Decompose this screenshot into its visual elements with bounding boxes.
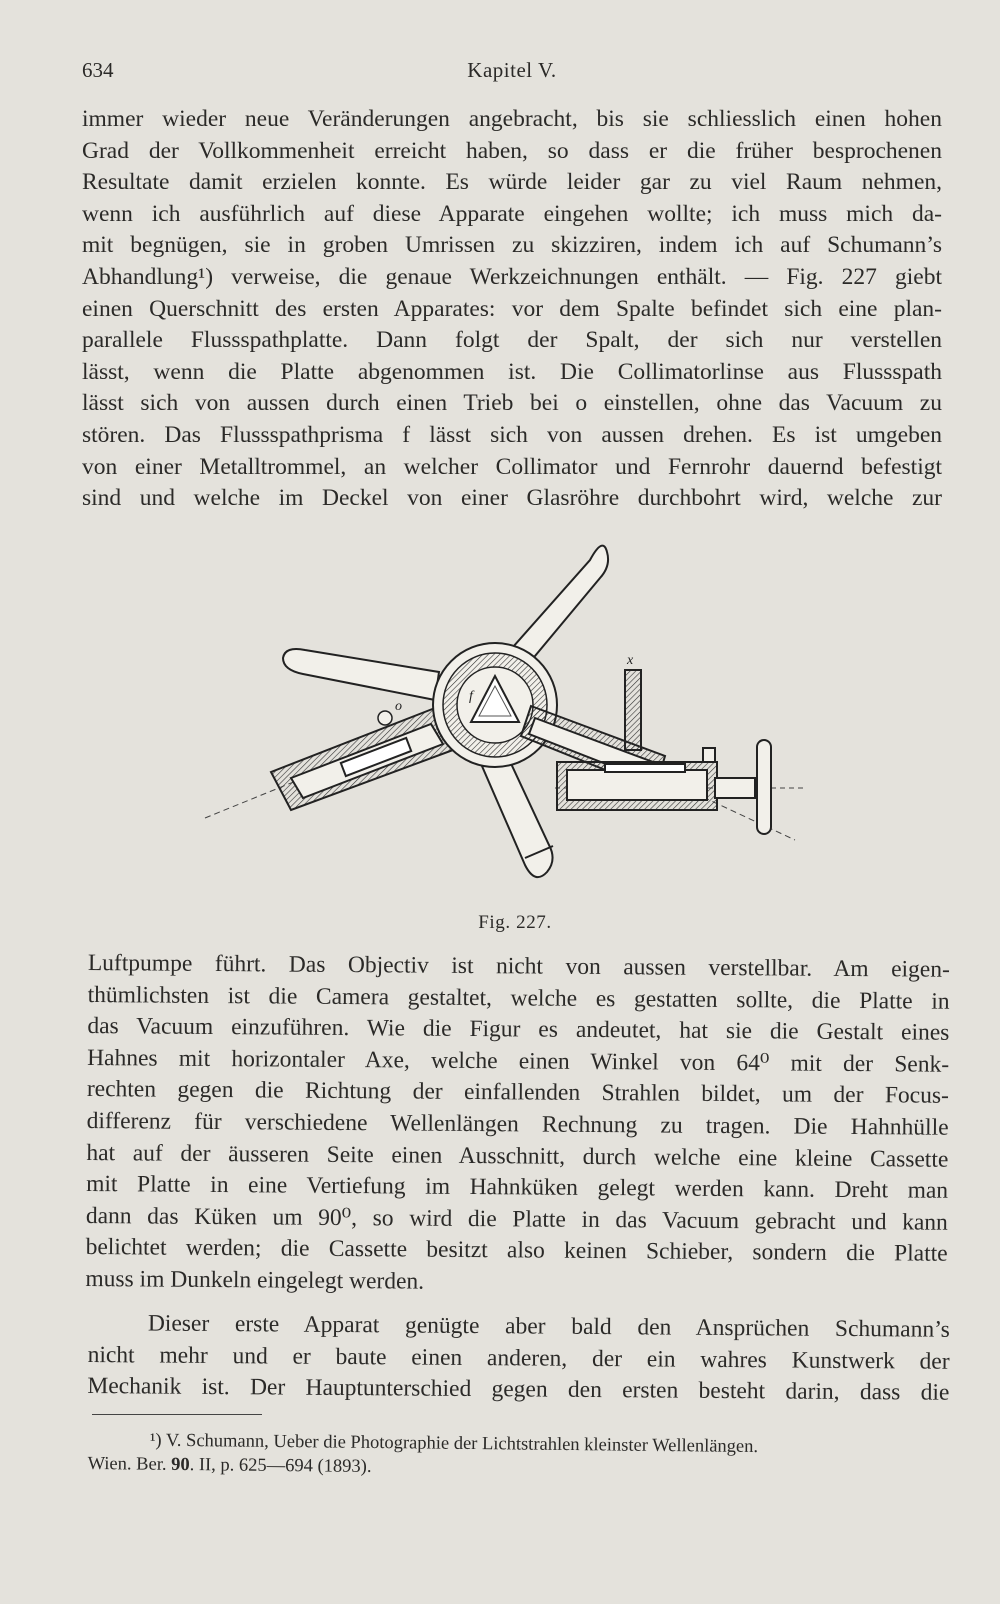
text-line: hat auf der äusseren Seite einen Ausschnitt, durch welche eine kleine Cassette: [86, 1139, 949, 1173]
text-line: mit Platte in eine Vertiefung im Hahnküken gelegt werden kann. Dreht man: [86, 1171, 949, 1204]
text-line: Grad der Vollkommenheit erreicht haben, so dass er die früher besprochenen: [82, 137, 942, 164]
footnote-journal: Wien. Ber.: [87, 1453, 172, 1475]
text-line: wenn ich ausführlich auf diese Apparate eingehen wollte; ich muss mich da-: [82, 200, 942, 227]
paragraph-3: [87, 1308, 950, 1410]
paragraph-1: [82, 104, 942, 515]
text-line: Abhandlung¹) verweise, die genaue Werkzeichnungen enthält. — Fig. 227 giebt: [82, 263, 942, 290]
text-line: das Vacuum einzuführen. Wie die Figur es andeutet, hat sie die Gestalt eines: [87, 1013, 950, 1046]
left-tube: [283, 649, 439, 700]
text-line: thümlichsten ist die Camera gestaltet, welche es gestatten sollte, die Platte in: [87, 981, 950, 1015]
text-line: sind und welche im Deckel von einer Glasröhre durchbohrt wird, welche zur: [82, 485, 942, 512]
text-line: Hahnes mit horizontaler Axe, welche einen Winkel von 64⁰ mit der Senk-: [87, 1044, 950, 1078]
footnote-line: ¹) V. Schumann, Ueber die Photographie der Lichtstrahlen kleinster Wellenlängen.: [149, 1430, 759, 1458]
running-head: Kapitel V.: [467, 58, 557, 82]
text-line: stören. Das Flussspathprisma f lässt sich von aussen drehen. Es ist umgeben: [82, 421, 942, 448]
text-line: von einer Metalltrommel, an welcher Collimator und Fernrohr dauernd befestigt: [82, 453, 942, 480]
footnote-pages: . II, p. 625—694 (1893).: [189, 1455, 372, 1477]
figure-227-apparatus-diagram: [195, 540, 825, 910]
text-line: muss im Dunkeln eingelegt werden.: [85, 1265, 425, 1295]
page-header: [82, 58, 942, 90]
label-f: f: [469, 689, 473, 704]
text-line: Mechanik ist. Der Hauptunterschied gegen den ersten besteht darin, dass die: [87, 1373, 950, 1406]
text-line: nicht mehr und er baute einen anderen, der ein wahres Kunstwerk der: [87, 1341, 950, 1375]
text-line: immer wieder neue Veränderungen angebracht, bis sie schliesslich einen hohen: [82, 106, 942, 132]
focus-knob: [378, 711, 392, 725]
footnote-divider: [92, 1414, 262, 1415]
footnote-line-2: [88, 1454, 372, 1477]
text-line: einen Querschnitt des ersten Apparates: vor dem Spalte befindet sich eine plan-: [82, 295, 942, 322]
text-line: differenz für verschiedene Wellenlängen Rechnung zu tragen. Die Hahnhülle: [86, 1107, 949, 1141]
footnote-volume: 90: [171, 1454, 190, 1476]
text-line: Dieser erste Apparat genügte aber bald den Ansprüchen Schumann’s: [147, 1310, 950, 1343]
page-number: 634: [82, 58, 114, 82]
text-line: mit begnügen, sie in groben Umrissen zu skizziren, indem ich auf Schumann’s: [82, 232, 942, 259]
text-line: lässt sich von aussen durch einen Trieb bei o einstellen, ohne das Vacuum zu: [82, 390, 942, 417]
text-line: parallele Flussspathplatte. Dann folgt der Spalt, der sich nur verstellen: [82, 327, 942, 354]
text-line: lässt, wenn die Platte abgenommen ist. Die Collimatorlinse aus Flussspath: [82, 358, 942, 385]
footnote: [87, 1428, 947, 1485]
text-line: rechten gegen die Richtung der einfallenden Strahlen bildet, um der Focus-: [86, 1076, 949, 1110]
label-o: o: [395, 699, 402, 714]
prism-drum: [433, 643, 557, 767]
figure-caption: Fig. 227.: [478, 912, 552, 933]
text-line: Resultate damit erzielen konnte. Es würde leider gar zu viel Raum nehmen,: [82, 169, 942, 196]
text-line: Luftpumpe führt. Das Objectiv ist nicht von aussen verstellbar. Am eigen-: [87, 949, 950, 983]
text-line: dann das Küken um 90⁰, so wird die Platte in das Vacuum gebracht und kann: [85, 1202, 948, 1236]
collimator-tube: [271, 708, 453, 810]
label-x: x: [627, 653, 634, 668]
paragraph-2: [85, 948, 950, 1302]
text-line: belichtet werden; die Cassette besitzt also keinen Schieber, sondern die Platte: [85, 1234, 948, 1268]
